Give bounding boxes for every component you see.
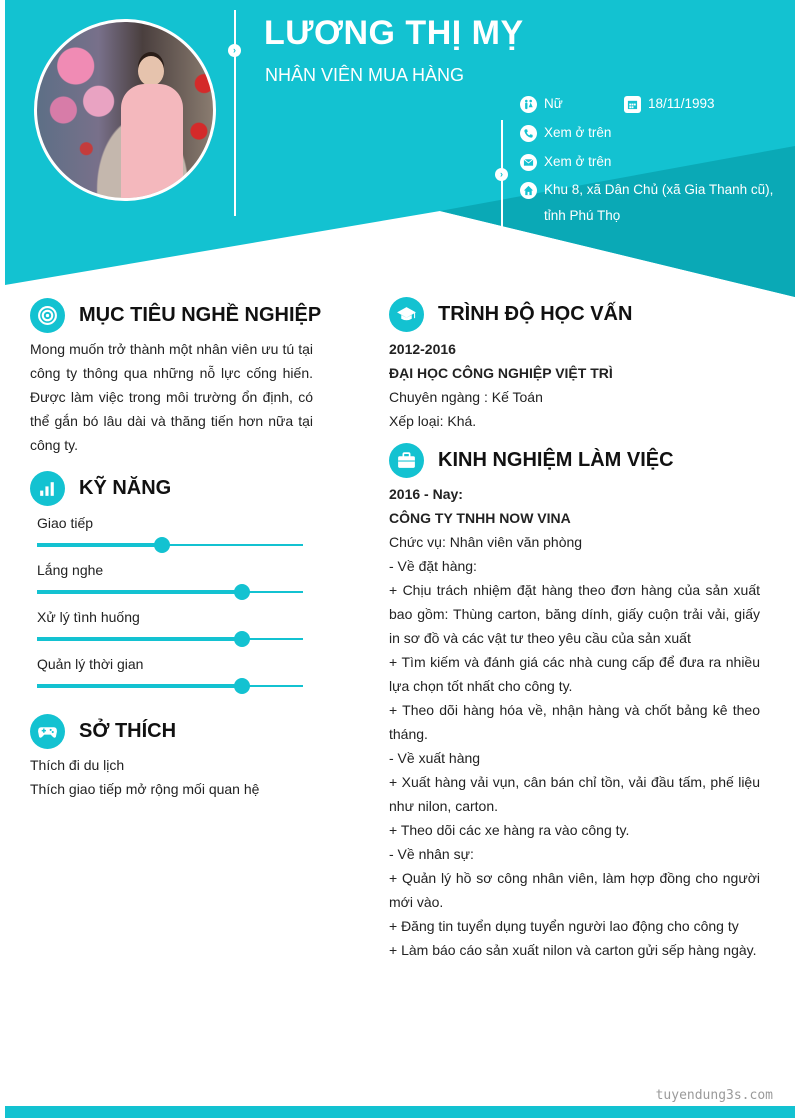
timeline-line: [234, 10, 236, 216]
graduation-cap-icon: [389, 297, 424, 332]
skills-heading: [30, 471, 171, 506]
phone-info: [520, 120, 611, 146]
experience-line: Chức vụ: Nhân viên văn phòng: [389, 534, 583, 550]
phone-value: Xem ở trên: [544, 125, 612, 140]
address-info: [520, 177, 782, 229]
skill-label: Lắng nghe: [37, 562, 104, 578]
experience-line: + Xuất hàng vải vụn, cân bán chỉ tồn, vải đầu tấm, phế liệu như nilon, carton.: [389, 774, 760, 814]
experience-title: KINH NGHIỆM LÀM VIỆC: [438, 449, 674, 471]
school-name: ĐẠI HỌC CÔNG NGHIỆP VIỆT TRÌ: [389, 365, 613, 381]
experience-line: + Theo dõi hàng hóa về, nhận hàng và chốt bảng kê theo tháng.: [389, 702, 760, 742]
hobby-item: Thích giao tiếp mở rộng mối quan hệ: [30, 781, 260, 797]
phone-icon: [520, 125, 537, 142]
experience-line: - Về đặt hàng:: [389, 558, 477, 574]
company-name: CÔNG TY TNHH NOW VINA: [389, 510, 571, 526]
birthday-value: 18/11/1993: [648, 96, 715, 111]
experience-entry: [389, 482, 760, 962]
skill-bar: [37, 544, 303, 546]
gamepad-icon: [30, 714, 65, 749]
education-entry: [389, 337, 760, 433]
education-period: 2012-2016: [389, 341, 456, 357]
skill-item: [30, 513, 305, 533]
calendar-icon: [624, 96, 641, 113]
education-title: TRÌNH ĐỘ HỌC VẤN: [438, 303, 633, 325]
chevron-right-icon: ›: [228, 44, 241, 57]
gender-info: [520, 91, 563, 117]
profile-photo: [34, 19, 216, 201]
skill-bar: [37, 591, 303, 593]
envelope-icon: [520, 154, 537, 171]
hobby-list: [30, 753, 259, 801]
home-icon: [520, 182, 537, 199]
skill-item: [30, 560, 305, 580]
gender-value: Nữ: [544, 96, 563, 111]
skill-item: [30, 607, 305, 627]
address-value: Khu 8, xã Dân Chủ (xã Gia Thanh cũ), tỉnh Phú Thọ: [544, 182, 774, 223]
hobbies-heading: [30, 714, 176, 749]
experience-line: - Về nhân sự:: [389, 846, 474, 862]
objective-heading: [30, 298, 321, 333]
skills-title: KỸ NĂNG: [79, 477, 172, 499]
email-info: [520, 149, 611, 175]
experience-line: + Theo dõi các xe hàng ra vào công ty.: [389, 822, 630, 838]
skill-bar: [37, 685, 303, 687]
briefcase-icon: [389, 443, 424, 478]
education-grade: Xếp loại: Khá.: [389, 413, 477, 429]
objective-title: MỤC TIÊU NGHỀ NGHIỆP: [79, 304, 322, 326]
email-value: Xem ở trên: [544, 154, 612, 169]
experience-line: + Chịu trách nhiệm đặt hàng theo đơn hàng của sản xuất bao gồm: Thùng carton, băng dính, giấy cuộn trải vải, giấy in sơ đồ và các vật tư theo yêu cầu của sản xuất: [389, 582, 760, 646]
skill-label: Giao tiếp: [37, 515, 94, 531]
education-major: Chuyên ngàng : Kế Toán: [389, 389, 543, 405]
hobbies-title: SỞ THÍCH: [79, 720, 177, 742]
skill-item: [30, 654, 305, 674]
experience-line: + Làm báo cáo sản xuất nilon và carton gửi sếp hàng ngày.: [389, 942, 757, 958]
experience-line: + Quản lý hồ sơ công nhân viên, làm hợp đồng cho người mới vào.: [389, 870, 760, 910]
job-title: NHÂN VIÊN MUA HÀNG: [265, 65, 465, 85]
experience-period: 2016 - Nay:: [389, 486, 463, 502]
hobby-item: Thích đi du lịch: [30, 757, 125, 773]
experience-heading: [389, 443, 674, 478]
experience-line: + Đăng tin tuyển dụng tuyển người lao động cho công ty: [389, 918, 739, 934]
education-heading: [389, 297, 632, 332]
objective-text: Mong muốn trở thành một nhân viên ưu tú tại công ty thông qua những nỗ lực cống hiến. Được làm việc trong môi trường ổn định, có thể gắn bó lâu dài và thăng tiến hơn nữa tại công ty.: [30, 341, 313, 453]
target-icon: [30, 298, 65, 333]
candidate-name: LƯƠNG THỊ MỴ: [264, 14, 524, 52]
experience-line: + Tìm kiếm và đánh giá các nhà cung cấp để đưa ra nhiều lựa chọn tốt nhất cho công ty.: [389, 654, 760, 694]
birthday-info: [624, 91, 715, 117]
gender-icon: [520, 96, 537, 113]
watermark: tuyendung3s.com: [655, 1088, 773, 1103]
bar-chart-icon: [30, 471, 65, 506]
photo-person: [121, 56, 181, 201]
skill-label: Quản lý thời gian: [37, 656, 144, 672]
chevron-right-icon: ›: [495, 168, 508, 181]
experience-line: - Về xuất hàng: [389, 750, 481, 766]
skill-bar: [37, 638, 303, 640]
footer-bar: [5, 1106, 795, 1118]
skill-label: Xử lý tình huống: [37, 609, 140, 625]
